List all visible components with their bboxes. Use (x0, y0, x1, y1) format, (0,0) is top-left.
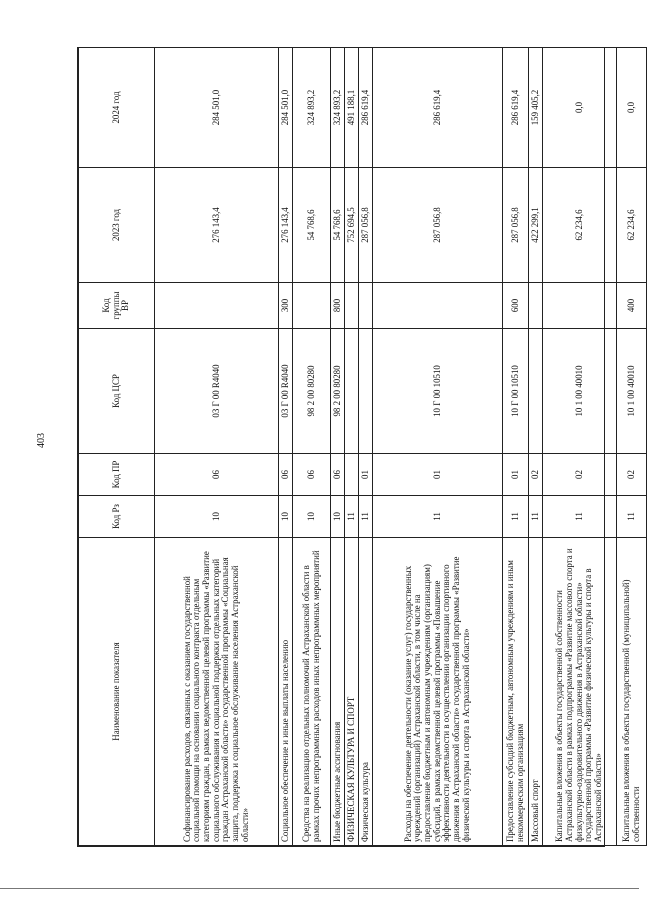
cell-csr: 03 Г 00 R4040 (279, 329, 293, 454)
budget-table (78, 47, 647, 846)
cell-rz: 10 (331, 496, 345, 538)
cell-name: Предоставление субсидий бюджетным, автономным учреждениям и иным некоммерческим организациям (503, 538, 529, 846)
cell-rz: 11 (503, 496, 529, 538)
table-row (331, 48, 345, 846)
cell-name: Софинансирование расходов, связанных с оказанием государственной социальной помощи на основании социального контракта отдельным категориям граждан, в рамках ведомственной целевой программы «Развитие социального обслуживания и социальной поддержки отдельных категорий граждан Астраханской области» государственной программы «Социальная защита, поддержка и социальное обслуживание населения Астраханской области» (155, 538, 279, 846)
page-bottom-rule (0, 888, 639, 889)
cell-pr: 02 (543, 454, 617, 496)
cell-y2023: 287 056,8 (359, 168, 373, 283)
cell-name: Капитальные вложения в объекты государственной (муниципальной) собственности (617, 538, 647, 846)
cell-pr (345, 454, 359, 496)
cell-csr: 98 2 00 80280 (331, 329, 345, 454)
cell-rz: 10 (155, 496, 279, 538)
cell-pr: 02 (617, 454, 647, 496)
table-row (155, 48, 279, 846)
cell-y2024: 286 619,4 (503, 48, 529, 168)
cell-y2023: 54 768,6 (331, 168, 345, 283)
header-2024: 2024 год (79, 48, 155, 168)
header-vr: Код группы ВР (79, 283, 155, 329)
table-row (529, 48, 543, 846)
cell-y2023: 287 056,8 (503, 168, 529, 283)
rotated-table-container (78, 48, 641, 846)
cell-vr (359, 283, 373, 329)
cell-y2024: 286 619,4 (373, 48, 503, 168)
header-rz: Код Рз (79, 496, 155, 538)
cell-name: Физическая культура (359, 538, 373, 846)
cell-vr: 400 (617, 283, 647, 329)
cell-rz: 10 (279, 496, 293, 538)
cell-rz: 11 (373, 496, 503, 538)
cell-y2023: 276 143,4 (155, 168, 279, 283)
table-row (293, 48, 331, 846)
cell-vr (543, 283, 617, 329)
cell-rz: 10 (293, 496, 331, 538)
cell-pr: 06 (155, 454, 279, 496)
cell-name: Капитальные вложения в объекты государственной собственности Астраханской области в рамках подпрограммы «Развитие массового спорта и физкультурно-оздоровительного движения в Астраханской области» государственной программы «Развитие физической культуры и спорта в Астраханской области» (543, 538, 617, 846)
cell-name: ФИЗИЧЕСКАЯ КУЛЬТУРА И СПОРТ (345, 538, 359, 846)
cell-csr: 98 2 00 80280 (293, 329, 331, 454)
cell-y2024: 284 501,0 (155, 48, 279, 168)
cell-pr: 06 (279, 454, 293, 496)
cell-csr: 10 1 00 40010 (617, 329, 647, 454)
cell-vr (373, 283, 503, 329)
cell-pr: 01 (373, 454, 503, 496)
cell-csr: 10 1 00 40010 (543, 329, 617, 454)
header-name: Наименование показателя (79, 538, 155, 846)
cell-vr: 300 (279, 283, 293, 329)
cell-name: Средства на реализацию отдельных полномочий Астраханской области в рамках прочих непрограммных расходов иных непрограммных мероприятий (293, 538, 331, 846)
table-row (359, 48, 373, 846)
cell-name: Массовый спорт (529, 538, 543, 846)
cell-rz: 11 (359, 496, 373, 538)
cell-y2024: 159 405,2 (529, 48, 543, 168)
cell-name: Иные бюджетные ассигнования (331, 538, 345, 846)
header-pr: Код ПР (79, 454, 155, 496)
cell-pr: 01 (359, 454, 373, 496)
page-number: 403 (36, 433, 47, 448)
cell-name: Социальное обеспечение и иные выплаты населению (279, 538, 293, 846)
header-2023: 2023 год (79, 168, 155, 283)
cell-y2023: 54 768,6 (293, 168, 331, 283)
cell-pr: 02 (529, 454, 543, 496)
cell-y2024: 491 188,1 (345, 48, 359, 168)
cell-pr: 01 (503, 454, 529, 496)
table-row (373, 48, 503, 846)
cell-y2023: 752 694,5 (345, 168, 359, 283)
cell-y2023: 276 143,4 (279, 168, 293, 283)
cell-y2023: 422 299,1 (529, 168, 543, 283)
cell-csr: 10 Г 00 10510 (503, 329, 529, 454)
cell-y2024: 324 893,2 (293, 48, 331, 168)
cell-rz: 11 (617, 496, 647, 538)
cell-csr (529, 329, 543, 454)
header-row (79, 48, 155, 846)
cell-y2023: 62 234,6 (543, 168, 617, 283)
cell-y2024: 286 619,4 (359, 48, 373, 168)
table-row (345, 48, 359, 846)
header-csr: Код ЦСР (79, 329, 155, 454)
cell-y2023: 287 056,8 (373, 168, 503, 283)
cell-vr: 600 (503, 283, 529, 329)
table-row (543, 48, 617, 846)
cell-y2024: 284 501,0 (279, 48, 293, 168)
budget-table-frame (77, 47, 641, 847)
cell-csr: 10 Г 00 10510 (373, 329, 503, 454)
table-row (503, 48, 529, 846)
cell-vr: 800 (331, 283, 345, 329)
cell-csr: 03 Г 00 R4040 (155, 329, 279, 454)
cell-vr (529, 283, 543, 329)
cell-rz: 11 (529, 496, 543, 538)
cell-rz: 11 (543, 496, 617, 538)
cell-csr (345, 329, 359, 454)
table-row (279, 48, 293, 846)
cell-y2024: 0,0 (617, 48, 647, 168)
cell-pr: 06 (293, 454, 331, 496)
cell-csr (359, 329, 373, 454)
cell-rz: 11 (345, 496, 359, 538)
cell-y2024: 324 893,2 (331, 48, 345, 168)
cell-y2023: 62 234,6 (617, 168, 647, 283)
cell-y2024: 0,0 (543, 48, 617, 168)
cell-pr: 06 (331, 454, 345, 496)
cell-vr (155, 283, 279, 329)
table-row (617, 48, 647, 846)
cell-name: Расходы на обеспечение деятельности (оказание услуг) государственных учреждений (организаций) Астраханской области, в том числе на предоставление бюджетным и автономным учреждениям (организациям) субсидий, в рамках ведомственной целевой программы «Повышение эффективности деятельности в осуществлении организации спортивного движения в Астраханской области» государственной программы «Развитие физической культуры и спорта в Астраханской области» (373, 538, 503, 846)
cell-vr (293, 283, 331, 329)
cell-vr (345, 283, 359, 329)
